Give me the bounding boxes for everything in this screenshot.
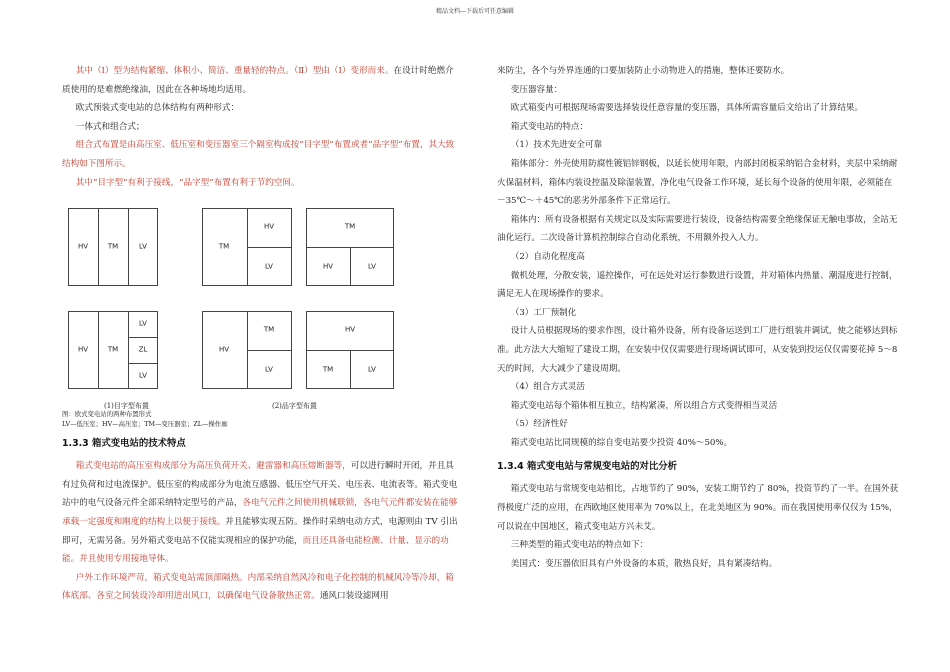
room-label: TM [263, 325, 275, 334]
figure-caption: (2)品字型布置 [272, 402, 317, 411]
room-label: HV [263, 222, 275, 231]
room-label: TM [322, 365, 334, 374]
paragraph: 箱体部分：外壳使用防腐性镀铝锌钢板，以延长使用年限，内部封闭板采纳铝合金材料，夹层中采纳耐火保温材料，箱体内装设控温及除湿装置，净化电气设备工作环境，延长每个设备的使用年限，必须能在－35℃～＋45℃的恶劣外部条件下正常运行。 [497, 158, 898, 207]
paragraph: 组合式布置是由高压室、低压室和变压器室三个隔室构成按“目字型”布置或者“品字型”布置，其大致结构如下图所示。 [62, 140, 455, 169]
paragraph: 来防尘，各个与外界连通的口要加装防止小动物进入的措施，整体还要防水。 [497, 66, 790, 76]
text: 并且能够实现五防。操作时采纳电动方式，电源则由 TV 引出即可，无需另备。另外箱式变电站不仅能实现相应的保护功能， [62, 516, 458, 546]
highlighted-text: 户外工作环境严苛，箱式变电站需顶部隔热。内部采纳自然风冷和电子化控制的机械风冷等冷却，箱体底部、各室之间装设冷却用进出风口，以确保电气设备散热正常。 [62, 572, 454, 602]
text: 通风口装设滤网用 [319, 591, 389, 602]
paragraph: 箱式变电站与常规变电站相比，占地节约了 90%，安装工期节约了 80%，投资节约了一半。在国外获得极度广泛的应用，在西欧地区使用率为 70%以上，在北美地区为 90%。而在我国使用率仅仅为 15%，可以说在中国地区，箱式变电站方兴未艾。 [497, 484, 899, 532]
highlighted-text: 各电气元件之间使用机械联锁，各电气元件都安装在能够承载一定强度和刚度的结构上以便于接线。 [62, 498, 458, 527]
room-label: LV [265, 365, 273, 374]
room-label: LV [265, 262, 273, 271]
room-label: HV [77, 345, 89, 354]
section-heading: 1.3.4 箱式变电站与常规变电站的对比分析 [497, 461, 677, 473]
list-heading: （2）自动化程度高 [510, 251, 585, 262]
paragraph: 箱式变电站每个箱体相互独立，结构紧凑，所以组合方式变得相当灵活 [510, 400, 778, 411]
page-header: 精品文档---下载后可任意编辑 [435, 8, 515, 15]
room-label: LV [139, 371, 147, 380]
list-heading: （1）技术先进安全可靠 [510, 140, 603, 151]
paragraph [62, 457, 458, 569]
highlighted-text: 其中（Ⅰ）型为结构紧缩、体积小、简洁、重量轻的特点。（Ⅱ）型由（Ⅰ）变形而来。 [75, 66, 394, 76]
paragraph: 箱体内：所有设备根据有关规定以及实际需要进行装设，设备结构需要全绝缘保证无触电事故，全站无油化运行。二次设备计算机控制综合自动化系统，不用额外投入人力。 [497, 214, 898, 244]
paragraph [62, 62, 458, 99]
paragraph [62, 569, 458, 606]
figure-title: 图：欧式变电站的两种布置形式 [62, 410, 152, 419]
room-label: HV [77, 242, 89, 251]
paragraph: 欧式预装式变电站的总体结构有两种形式： [75, 103, 240, 114]
paragraph: 三种类型的箱式变电站的特点如下： [510, 540, 649, 551]
room-label: LV [368, 262, 376, 271]
highlighted-text: 箱式变电站的高压室构成部分为高压负荷开关、避雷器和高压熔断器等， [75, 461, 351, 472]
room-label: TM [218, 242, 230, 251]
figure-legend: LV—低压室；HV—高压室；TM—变压器室；ZL—操作廊 [62, 420, 228, 429]
list-heading: （4）组合方式灵活 [510, 382, 585, 393]
left-column [62, 62, 458, 606]
paragraph: 设计人员根据现场的要求作图，设计箱外设备，所有设备运送到工厂进行组装并调试，使之能够达到标准。此方法大大缩短了建设工期，在安装中仅仅需要进行现场调试即可，从安装到投运仅仅需要花掉 5～8 天的时间，大大减少了建设周期。 [497, 326, 898, 374]
text: 在设计时绝燃介质使用的是难燃绝缘油，因此在各种场地均适用。 [62, 66, 454, 95]
paragraph: 欧式箱变内可根据现场需要选择装设任意容量的变压器，具体所需容量后文给出了计算结果。 [510, 103, 864, 114]
room-label: HV [218, 345, 230, 354]
section-heading: 1.3.3 箱式变电站的技术特点 [62, 438, 186, 450]
room-label: ZL [138, 345, 148, 354]
paragraph: 箱式变电站比同规模的综自变电站要少投资 40%～50%。 [510, 437, 733, 448]
list-heading: （3）工厂预制化 [510, 307, 577, 318]
room-label: LV [139, 242, 147, 251]
room-label: TM [107, 242, 119, 251]
room-label: LV [368, 365, 376, 374]
text: 可以进行瞬时开闭，并且具有过负荷和过电流保护。低压室的构成部分为电流互感器、低压空气开关、电压表、电流表等。箱式变电站中的电气设备元件全部采纳特定型号的产品， [62, 461, 458, 509]
figure-caption: (1)目字型布置 [104, 402, 149, 411]
list-heading: （5）经济性好 [510, 419, 568, 430]
paragraph: 其中“目字型”有利于接线，“品字型”布置有利于节约空间。 [75, 177, 300, 188]
paragraph: 变压器容量： [510, 84, 563, 95]
room-label: TM [344, 222, 356, 231]
layout-figure [62, 197, 458, 409]
highlighted-text: 而且还具备电能检测、计量、显示的功能。并且使用专用接地导体。 [62, 535, 449, 565]
room-label: HV [344, 325, 356, 334]
paragraph: 箱式变电站的特点： [510, 121, 589, 132]
room-label: TM [107, 345, 119, 354]
paragraph: 美国式：变压器依旧具有户外设备的本质，散热良好，具有紧凑结构。 [510, 558, 778, 569]
paragraph: 微机处理，分散安装，遥控操作，可在远处对运行参数进行设置，并对箱体内热量、潮湿度进行控制，满足无人在现场操作的要求。 [497, 270, 898, 300]
right-column [497, 62, 899, 573]
paragraph: 一体式和组合式； [75, 121, 145, 132]
room-label: HV [322, 262, 334, 271]
room-label: LV [139, 319, 147, 328]
